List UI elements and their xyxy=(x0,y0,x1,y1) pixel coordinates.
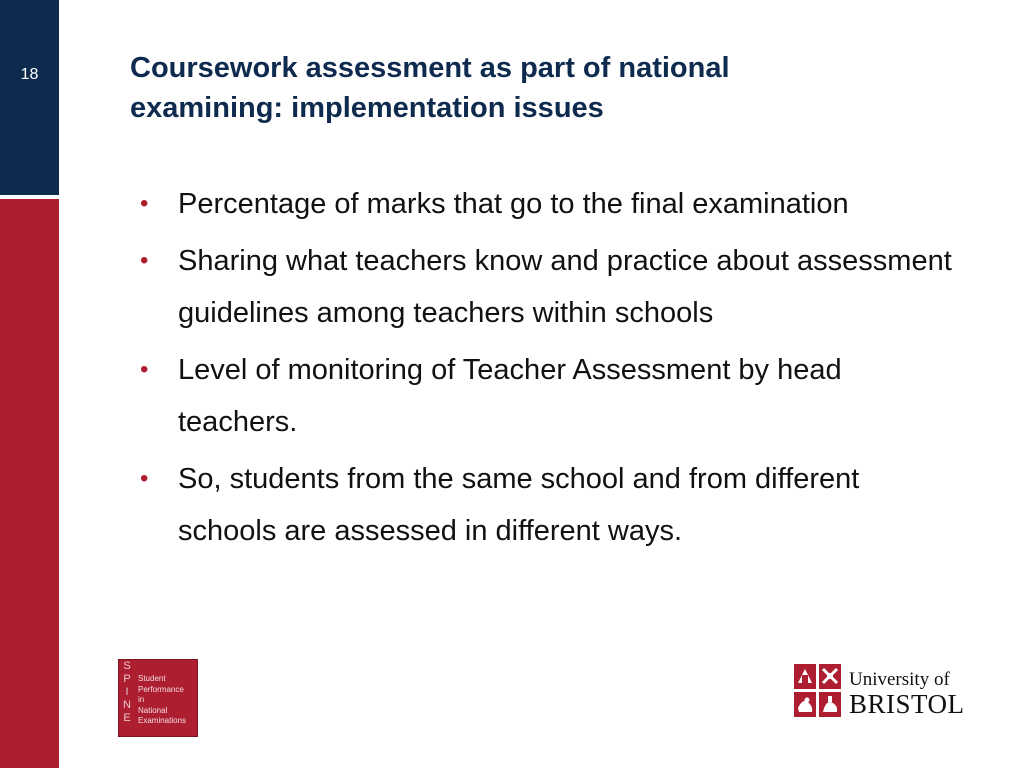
slide-title-line-1: Coursework assessment as part of national xyxy=(130,52,730,84)
spine-word: in xyxy=(138,695,145,704)
bullet-dot-icon: • xyxy=(140,190,149,217)
spine-logo xyxy=(118,659,198,737)
bullet-item xyxy=(140,235,960,339)
slide-title-line-2: examining: implementation issues xyxy=(130,92,604,124)
bullet-text: Level of monitoring of Teacher Assessment by head teachers. xyxy=(178,354,842,438)
spine-letter: S xyxy=(123,660,131,672)
university-of-bristol-logo xyxy=(793,663,973,719)
bullet-text: So, students from the same school and from different schools are assessed in different ways. xyxy=(178,463,860,547)
spine-word: National xyxy=(138,705,168,715)
sidebar-red-band xyxy=(0,199,59,768)
slide-number: 18 xyxy=(20,66,39,83)
slide-title xyxy=(130,48,990,128)
spine-expansion xyxy=(138,674,186,727)
spine-letter: E xyxy=(123,712,131,724)
bullet-item xyxy=(140,453,960,557)
bullet-dot-icon: • xyxy=(140,465,149,492)
bullet-text: Sharing what teachers know and practice about assessment guidelines among teachers within schools xyxy=(178,245,952,329)
spine-letter: I xyxy=(125,686,129,698)
bristol-wordmark-top: University of xyxy=(849,669,950,690)
sidebar-navy-band xyxy=(0,0,59,195)
bullet-item xyxy=(140,344,960,448)
spine-letter: N xyxy=(123,699,131,711)
spine-word: Student xyxy=(138,674,166,683)
bullet-dot-icon: • xyxy=(140,356,149,383)
bristol-crest-icon xyxy=(793,663,843,719)
bullet-list xyxy=(140,178,960,562)
bullet-text: Percentage of marks that go to the final examination xyxy=(178,188,849,220)
spine-word: Performance xyxy=(138,684,184,694)
spine-acronym xyxy=(121,660,133,725)
bristol-wordmark-bottom: BRISTOL xyxy=(849,689,965,719)
bullet-item xyxy=(140,178,960,230)
spine-word: Examinations xyxy=(138,716,187,725)
spine-letter: P xyxy=(123,673,131,685)
bullet-dot-icon: • xyxy=(140,247,149,274)
